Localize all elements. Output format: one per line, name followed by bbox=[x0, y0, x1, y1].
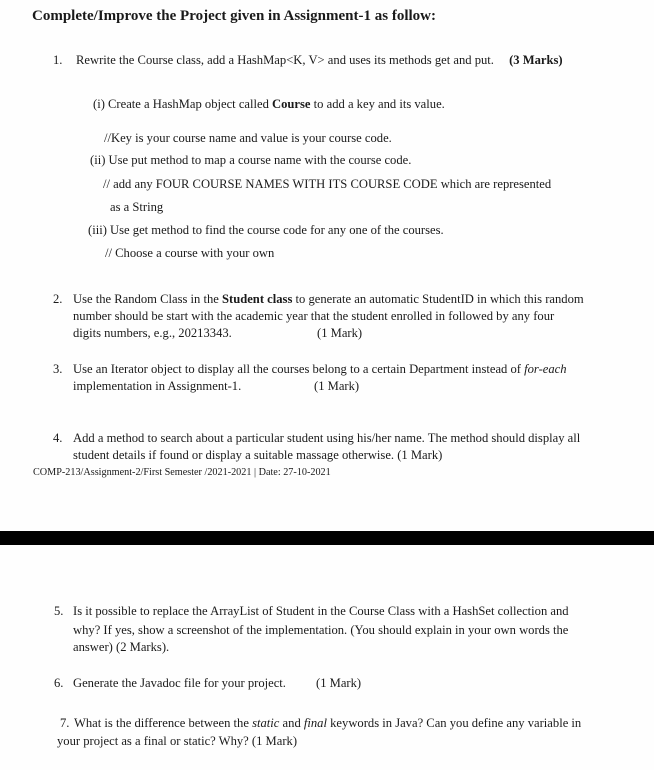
q3-line2: implementation in Assignment-1. bbox=[73, 379, 242, 393]
q1-sub-i-comment: //Key is your course name and value is your course code. bbox=[104, 131, 392, 145]
page-separator bbox=[0, 531, 654, 545]
page-footer: COMP-213/Assignment-2/First Semester /2021-2021 | Date: 27-10-2021 bbox=[33, 467, 331, 478]
q4-line2: student details if found or display a suitable massage otherwise. (1 Mark) bbox=[73, 448, 443, 462]
q2-line1-post: to generate an automatic StudentID in which this random bbox=[292, 292, 584, 306]
q3-line1 bbox=[73, 362, 567, 377]
q5-line2: why? If yes, show a screenshot of the implementation. (You should explain in your own words the bbox=[73, 623, 569, 637]
q6-text: Generate the Javadoc file for your project. bbox=[73, 676, 286, 690]
q1-sub-ii: (ii) Use put method to map a course name with the course code. bbox=[90, 153, 412, 167]
q1-sub-i-pre: (i) Create a HashMap object called bbox=[93, 97, 273, 111]
q7-line1 bbox=[74, 716, 581, 731]
q1-sub-iii-comment: // Choose a course with your own bbox=[105, 246, 275, 260]
q1-sub-ii-comment-line2: as a String bbox=[110, 200, 164, 214]
q1-marks: (3 Marks) bbox=[509, 53, 563, 67]
q5-line3: answer) (2 Marks). bbox=[73, 640, 170, 654]
q5-line1: Is it possible to replace the ArrayList of Student in the Course Class with a HashSet collection and bbox=[73, 604, 569, 618]
q2-marks: (1 Mark) bbox=[317, 326, 363, 340]
q3-number: 3. bbox=[53, 362, 63, 376]
q2-line1-bold: Student class bbox=[222, 292, 293, 306]
q7-line1-post: keywords in Java? Can you define any variable in bbox=[326, 716, 582, 730]
q1-text bbox=[76, 53, 563, 68]
q7-line1-italic-final: final bbox=[303, 716, 327, 730]
q1-sub-ii-comment-line1: // add any FOUR COURSE NAMES WITH ITS COURSE CODE which are represented bbox=[103, 177, 552, 191]
q1-text-main: Rewrite the Course class, add a HashMap<K, V> and uses its methods get and put. bbox=[76, 53, 494, 67]
q3-line1-italic: for-each bbox=[524, 362, 567, 376]
q4-line1: Add a method to search about a particular student using his/her name. The method should display all bbox=[73, 431, 581, 445]
q2-line3: digits numbers, e.g., 20213343. bbox=[73, 326, 232, 340]
q4-number: 4. bbox=[53, 431, 63, 445]
q2-line2: number should be start with the academic year that the student enrolled in followed by any four bbox=[73, 309, 555, 323]
q7-line1-mid: and bbox=[279, 716, 304, 730]
q1-sub-i-post: to add a key and its value. bbox=[310, 97, 445, 111]
document-title: Complete/Improve the Project given in Assignment-1 as follow: bbox=[32, 8, 436, 24]
q5-number: 5. bbox=[54, 604, 64, 618]
q6-marks: (1 Mark) bbox=[316, 676, 362, 690]
q7-line1-italic-static: static bbox=[252, 716, 280, 730]
q3-line1-pre: Use an Iterator object to display all the courses belong to a certain Department instead of bbox=[73, 362, 525, 376]
q1-sub-iii: (iii) Use get method to find the course code for any one of the courses. bbox=[88, 223, 444, 237]
q2-line1-pre: Use the Random Class in the bbox=[73, 292, 223, 306]
q1-sub-i bbox=[93, 97, 445, 112]
q7-line1-pre: What is the difference between the bbox=[74, 716, 253, 730]
q3-marks: (1 Mark) bbox=[314, 379, 360, 393]
q7-line2: your project as a final or static? Why? (1 Mark) bbox=[57, 734, 298, 748]
q1-number: 1. bbox=[53, 53, 63, 67]
q7-number: 7. bbox=[60, 716, 70, 730]
q2-number: 2. bbox=[53, 292, 63, 306]
q6-number: 6. bbox=[54, 676, 64, 690]
q1-sub-i-bold: Course bbox=[272, 97, 311, 111]
q2-line1 bbox=[73, 292, 584, 307]
